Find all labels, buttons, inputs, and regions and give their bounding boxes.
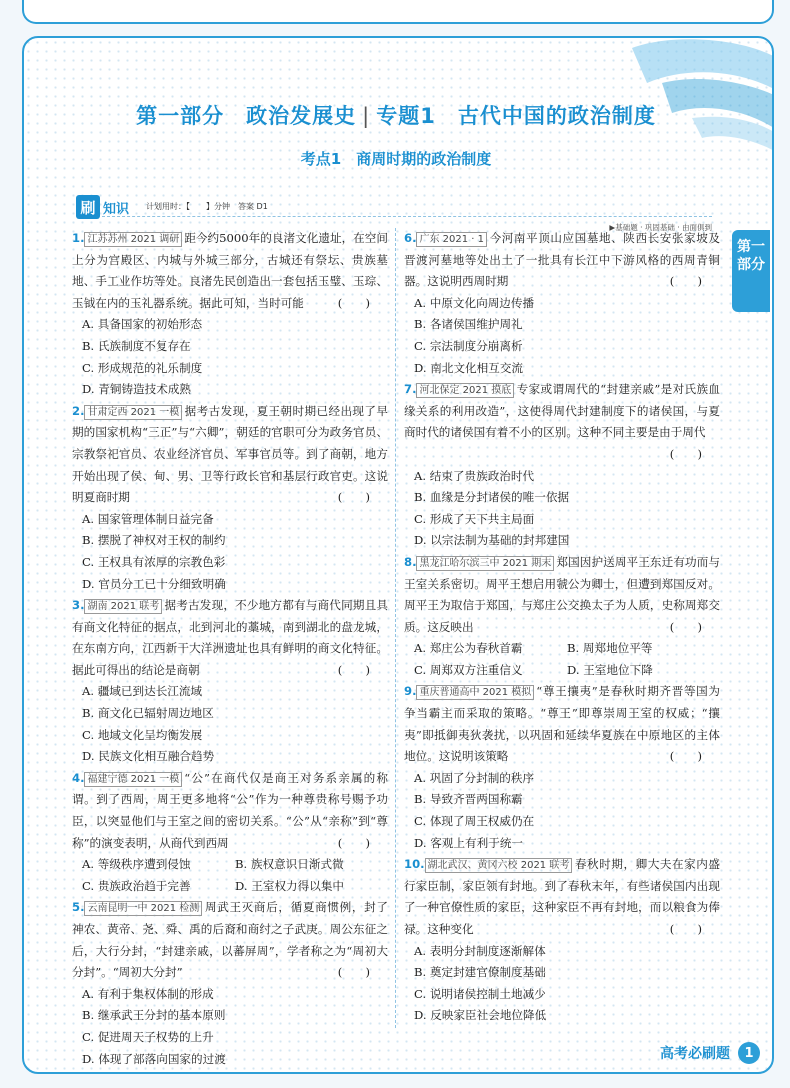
- question-text: 春秋时期，卿大夫在家内盛行家臣制，家臣领有封地。到了春秋末年，有些诸侯国内出现了一种官僚性质的家臣，这种家臣不再有封地，而以粮食为俸禄。这种变化: [404, 857, 720, 936]
- question-item: [72, 897, 388, 1070]
- answer-blank[interactable]: ( ): [337, 295, 370, 310]
- question-item: [404, 228, 720, 379]
- question-item: [404, 681, 720, 854]
- option-d[interactable]: D. 青铜铸造技术成熟: [82, 382, 192, 397]
- question-stem: [72, 228, 388, 314]
- question-number: 5.: [72, 900, 85, 915]
- option-a[interactable]: A. 中原文化向周边传播: [414, 295, 535, 310]
- question-stem: [404, 681, 720, 767]
- option-a[interactable]: A. 等级秩序遭到侵蚀: [82, 857, 191, 872]
- option-c[interactable]: C. 说明诸侯控制土地减少: [414, 986, 546, 1001]
- option-d[interactable]: D. 以宗法制为基础的封邦建国: [414, 533, 570, 548]
- option-b[interactable]: B. 血缘是分封诸侯的唯一依据: [414, 490, 570, 505]
- option-b[interactable]: B. 继承武王分封的基本原则: [82, 1008, 226, 1023]
- answer-blank[interactable]: ( ): [669, 446, 702, 461]
- option-a[interactable]: A. 郑庄公为春秋首霸: [414, 641, 523, 656]
- option-c[interactable]: C. 王权具有浓厚的宗教色彩: [82, 554, 226, 569]
- left-column: [72, 228, 388, 1070]
- option-c[interactable]: C. 体现了周王权威仍在: [414, 814, 535, 829]
- answer-blank[interactable]: ( ): [669, 922, 702, 936]
- option-d[interactable]: D. 客观上有利于统一: [414, 835, 524, 850]
- question-source: 云南昆明一中 2021 检测: [84, 901, 202, 916]
- book-title: 高考必刷题: [660, 1046, 730, 1062]
- page-number: 1: [738, 1042, 760, 1064]
- question-item: [404, 854, 720, 1027]
- answer-blank[interactable]: ( ): [669, 274, 702, 289]
- option-row: [404, 660, 720, 682]
- question-stem: [404, 379, 720, 461]
- answer-blank[interactable]: ( ): [337, 662, 370, 677]
- column-divider: [395, 228, 396, 1028]
- option-d[interactable]: D. 王室权力得以集中: [235, 878, 345, 893]
- question-source: 黑龙江哈尔滨三中 2021 期末: [416, 556, 554, 571]
- option-b[interactable]: B. 各诸侯国维护周礼: [414, 317, 523, 332]
- question-source: 湖南 2021 联考: [84, 599, 162, 614]
- option-c[interactable]: C. 贵族政治趋于完善: [82, 878, 191, 893]
- option-row: [72, 854, 388, 876]
- topic-title: 古代中国的政治制度: [457, 104, 656, 128]
- question-source: 广东 2021 · 1: [416, 232, 487, 247]
- question-text: 郑国因护送周平王东迁有功而与王室关系密切。周平王想启用虢公为卿士，但遭到郑国反对。周平王为取信于郑国，与郑庄公交换太子为人质，史称周郑交质。这反映出: [404, 554, 720, 634]
- question-item: [404, 552, 720, 682]
- option-a[interactable]: A. 结束了贵族政治时代: [414, 468, 535, 483]
- option-a[interactable]: A. 巩固了分封制的秩序: [414, 770, 535, 785]
- side-tab-part-one[interactable]: [732, 230, 770, 312]
- page-footer: [660, 1042, 760, 1064]
- side-tab-line2: 部分: [737, 257, 765, 273]
- question-stem: [404, 228, 720, 293]
- question-number: 9.: [404, 684, 417, 699]
- question-stem: [404, 552, 720, 638]
- section-label: 政治发展史: [246, 104, 357, 128]
- question-text: 周武王灭商后，循夏商惯例，封了神农、黄帝、尧、舜、禹的后裔和商纣之子武庚。周公东征之后，大行分封，“封建亲戚，以蕃屏周”，学者称之为“周初大分封”。“周初大分封”: [72, 900, 388, 980]
- section-divider: [102, 216, 712, 217]
- brush-stroke-decoration: [592, 36, 774, 158]
- question-source: 湖北武汉、黄冈六校 2021 联考: [425, 858, 573, 873]
- option-a[interactable]: A. 国家管理体制日益完备: [82, 511, 214, 526]
- option-b[interactable]: B. 导致齐晋两国称霸: [414, 792, 523, 807]
- question-number: 6.: [404, 231, 417, 245]
- option-b[interactable]: B. 氏族制度不复存在: [82, 338, 191, 353]
- question-source: 重庆普通高中 2021 模拟: [416, 685, 534, 700]
- option-c[interactable]: C. 宗法制度分崩离析: [414, 338, 523, 353]
- question-number: 7.: [404, 382, 417, 397]
- option-row: [72, 876, 388, 898]
- option-b[interactable]: B. 族权意识日渐式微: [235, 857, 344, 872]
- option-d[interactable]: D. 反映家臣社会地位降低: [414, 1008, 547, 1023]
- option-c[interactable]: C. 地域文化呈均衡发展: [82, 727, 203, 742]
- part-label: 第一部分: [136, 104, 225, 128]
- option-b[interactable]: B. 周郑地位平等: [567, 641, 653, 656]
- answer-blank[interactable]: ( ): [337, 965, 370, 980]
- question-text: 据考古发现，不少地方都有与商代同期且具有商文化特征的据点，北到河北的藁城，南到湖北的盘龙城，在东南方向，江西新干大洋洲遗址也具有鲜明的商文化特征。据此可得出的结论是商朝: [72, 598, 388, 677]
- side-tab-line1: 第一: [737, 239, 765, 255]
- question-stem: [404, 854, 720, 940]
- option-c[interactable]: C. 促进周天子权势的上升: [82, 1029, 214, 1044]
- option-d[interactable]: D. 王室地位下降: [567, 662, 653, 677]
- plan-timer: 计划用时：【 】分钟 答案 D1: [146, 202, 268, 211]
- question-number: 3.: [72, 598, 85, 613]
- option-b[interactable]: B. 摆脱了神权对王权的制约: [82, 533, 226, 548]
- question-stem: [72, 595, 388, 681]
- question-text: 据考古发现，夏王朝时期已经出现了早期的国家机构“三正”与“六卿”，朝廷的官职可分为政务官员、宗教祭祀官员、农业经济官员、军事官员等。到了商朝，地方开始出现了侯、甸、男、卫等行政长官和基层行政官吏。这说明夏商时期: [72, 403, 388, 505]
- option-b[interactable]: B. 奠定封建官僚制度基础: [414, 965, 546, 980]
- question-stem: [72, 768, 388, 854]
- question-stem: [72, 897, 388, 983]
- option-d[interactable]: D. 体现了部落向国家的过渡: [82, 1051, 226, 1066]
- section-label-zhishi: 知识: [103, 202, 130, 217]
- shua-badge: 刷: [76, 195, 100, 219]
- answer-blank[interactable]: ( ): [669, 619, 702, 634]
- question-source: 福建宁德 2021 一模: [84, 772, 182, 787]
- option-row: [404, 638, 720, 660]
- option-c[interactable]: C. 形成了天下共主局面: [414, 511, 535, 526]
- question-number: 4.: [72, 770, 85, 785]
- question-item: [72, 595, 388, 768]
- section-bar: [76, 198, 712, 232]
- question-stem: [72, 401, 388, 509]
- question-item: [72, 228, 388, 401]
- option-d[interactable]: D. 民族文化相互融合趋势: [82, 749, 215, 764]
- question-text: 今河南平顶山应国墓地、陕西长安张家坡及晋渡河墓地等处出土了一批具有长江中下游风格的西周青铜器。这说明西周时期: [404, 231, 720, 289]
- top-page-edge: [22, 0, 774, 24]
- option-a[interactable]: A. 疆域已到达长江流域: [82, 684, 203, 699]
- exam-point-subtitle: 考点1 商周时期的政治制度: [300, 150, 492, 168]
- topic-number: 专题1: [376, 104, 436, 128]
- option-a[interactable]: A. 具备国家的初始形态: [82, 317, 203, 332]
- question-number: 2.: [72, 403, 85, 418]
- answer-blank[interactable]: ( ): [337, 490, 370, 505]
- answer-blank[interactable]: ( ): [669, 749, 702, 764]
- difficulty-tags: ▶基础题 · 巩固基础 · 由面俱到: [609, 223, 712, 232]
- question-text: “公”在商代仅是商王对务系亲属的称谓。到了西周，周王更多地将“公”作为一种尊贵称号赐予功臣，以突显他们与王室之间的密切关系。“公”从“亲称”到“尊称”的演变表明，从商代到西周: [72, 770, 388, 850]
- page-title: 第一部分 政治发展史 | 专题1 古代中国的政治制度: [136, 104, 656, 128]
- option-d[interactable]: D. 官员分工已十分细致明确: [82, 576, 226, 591]
- question-number: 8.: [404, 554, 417, 569]
- question-number: 1.: [72, 231, 85, 245]
- right-column: [404, 228, 720, 1027]
- question-source: 江苏苏州 2021 调研: [84, 232, 182, 247]
- question-source: 甘肃定西 2021 一模: [84, 405, 182, 420]
- option-a[interactable]: A. 表明分封制度逐渐解体: [414, 943, 546, 958]
- question-number: 10.: [404, 857, 425, 872]
- question-text: 专家或谓周代的“封建亲戚”是对氏族血缘关系的利用改造”，这使得周代封建制度下的诸侯国，与夏商时代的诸侯国有着不小的区别。这种不同主要是由于周代: [404, 382, 720, 440]
- question-text: 距今约5000年的良渚文化遗址，在空间上分为宫殿区、内城与外城三部分，古城还有祭坛、贵族墓地、手工业作坊等处。良渚先民创造出一套包括玉璧、玉琮、玉钺在内的玉礼器系统。据此可知，当时可能: [72, 231, 388, 310]
- question-item: [404, 379, 720, 552]
- question-source: 河北保定 2021 摸底: [416, 383, 514, 398]
- question-text: “尊王攘夷”是春秋时期齐晋等国为争当霸主而采取的策略。“尊王”即尊崇周王室的权威；“攘夷”即抵御夷狄袭扰，以巩固和延续华夏族在中原地区的主体地位。这说明该策略: [404, 684, 720, 764]
- option-a[interactable]: A. 有利于集权体制的形成: [82, 986, 214, 1001]
- option-b[interactable]: B. 商文化已辐射周边地区: [82, 706, 214, 721]
- answer-blank[interactable]: ( ): [337, 835, 370, 850]
- option-c[interactable]: C. 周郑双方注重信义: [414, 662, 523, 677]
- question-item: [72, 401, 388, 595]
- option-c[interactable]: C. 形成规范的礼乐制度: [82, 360, 203, 375]
- question-item: [72, 768, 388, 898]
- option-d[interactable]: D. 南北文化相互交流: [414, 360, 524, 375]
